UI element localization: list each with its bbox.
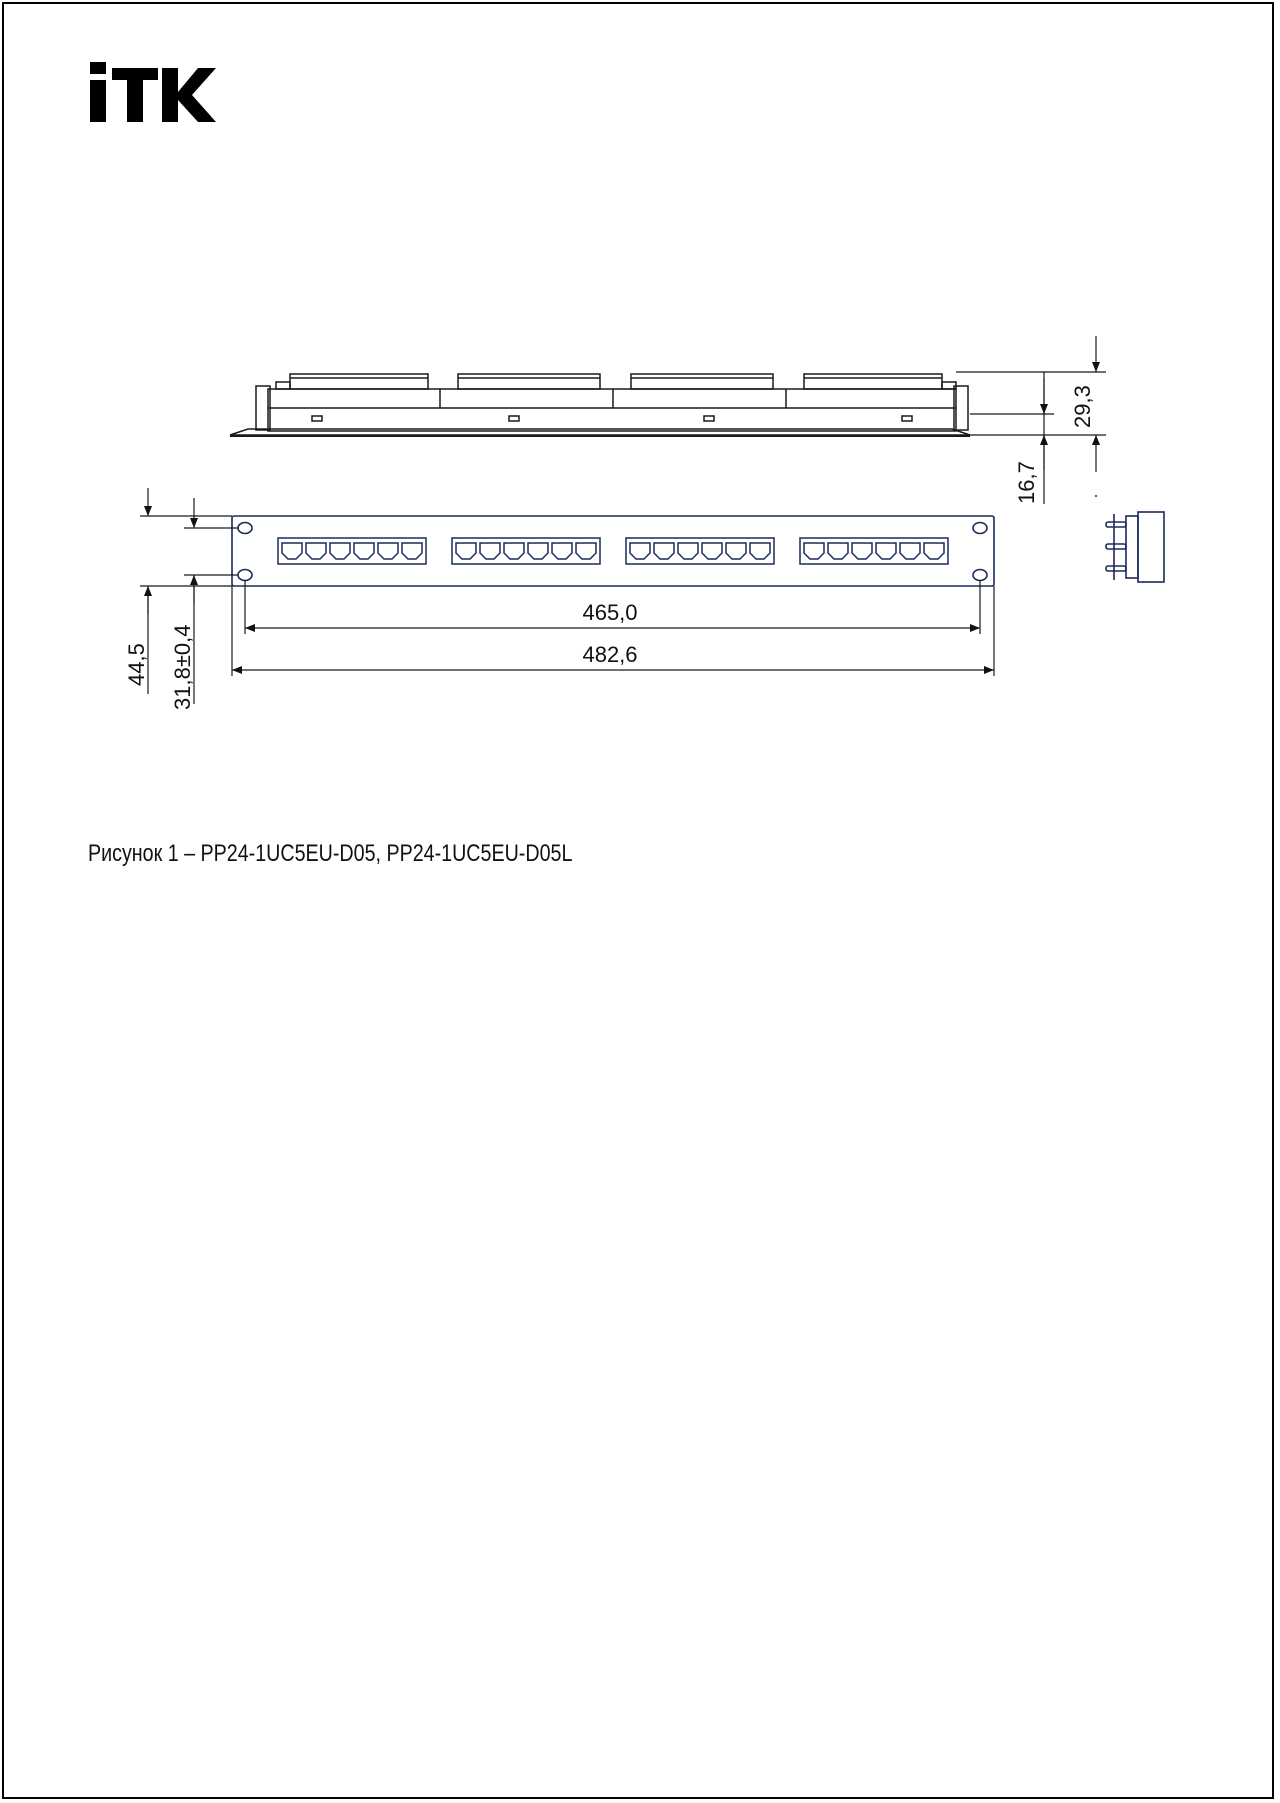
figure-caption: Рисунок 1 – PP24-1UC5EU-D05, PP24-1UC5EU-D05L <box>88 840 573 867</box>
rj45-port <box>876 543 896 559</box>
rj45-port <box>900 543 920 559</box>
rj45-port <box>480 543 500 559</box>
rj45-port <box>924 543 944 559</box>
port-block <box>626 538 774 564</box>
rj45-port <box>402 543 422 559</box>
rj45-port <box>726 543 746 559</box>
panel-face <box>232 516 994 586</box>
dim-base-height: 16,7 <box>1014 461 1039 504</box>
rj45-port <box>702 543 722 559</box>
dim-hole-pitch-width: 465,0 <box>582 600 638 625</box>
drawing-sheet <box>2 2 1274 1799</box>
rj45-port <box>576 543 596 559</box>
rj45-port <box>630 543 650 559</box>
dim-hole-spacing: 31,8±0,4 <box>170 624 195 710</box>
rj45-port <box>330 543 350 559</box>
rj45-port <box>282 543 302 559</box>
port-block <box>452 538 600 564</box>
rj45-port <box>828 543 848 559</box>
side-view <box>1106 512 1164 582</box>
rj45-port <box>678 543 698 559</box>
rj45-port <box>456 543 476 559</box>
mount-hole <box>238 523 252 534</box>
rj45-port <box>852 543 872 559</box>
rj45-port <box>378 543 398 559</box>
mount-hole <box>973 523 987 534</box>
rj45-port <box>306 543 326 559</box>
rj45-port <box>552 543 572 559</box>
dim-panel-width: 482,6 <box>582 642 638 667</box>
port-block <box>278 538 426 564</box>
top-view <box>230 374 970 436</box>
rj45-port <box>750 543 770 559</box>
dim-total-height: 29,3 <box>1070 385 1095 428</box>
mount-hole <box>973 570 987 581</box>
mount-hole <box>238 570 252 581</box>
front-view <box>232 516 994 586</box>
rj45-port <box>528 543 548 559</box>
rj45-port <box>804 543 824 559</box>
rj45-port <box>654 543 674 559</box>
rj45-port <box>504 543 524 559</box>
port-block <box>800 538 948 564</box>
dim-panel-height: 44,5 <box>124 643 149 686</box>
rj45-port <box>354 543 374 559</box>
port-blocks <box>278 538 948 564</box>
